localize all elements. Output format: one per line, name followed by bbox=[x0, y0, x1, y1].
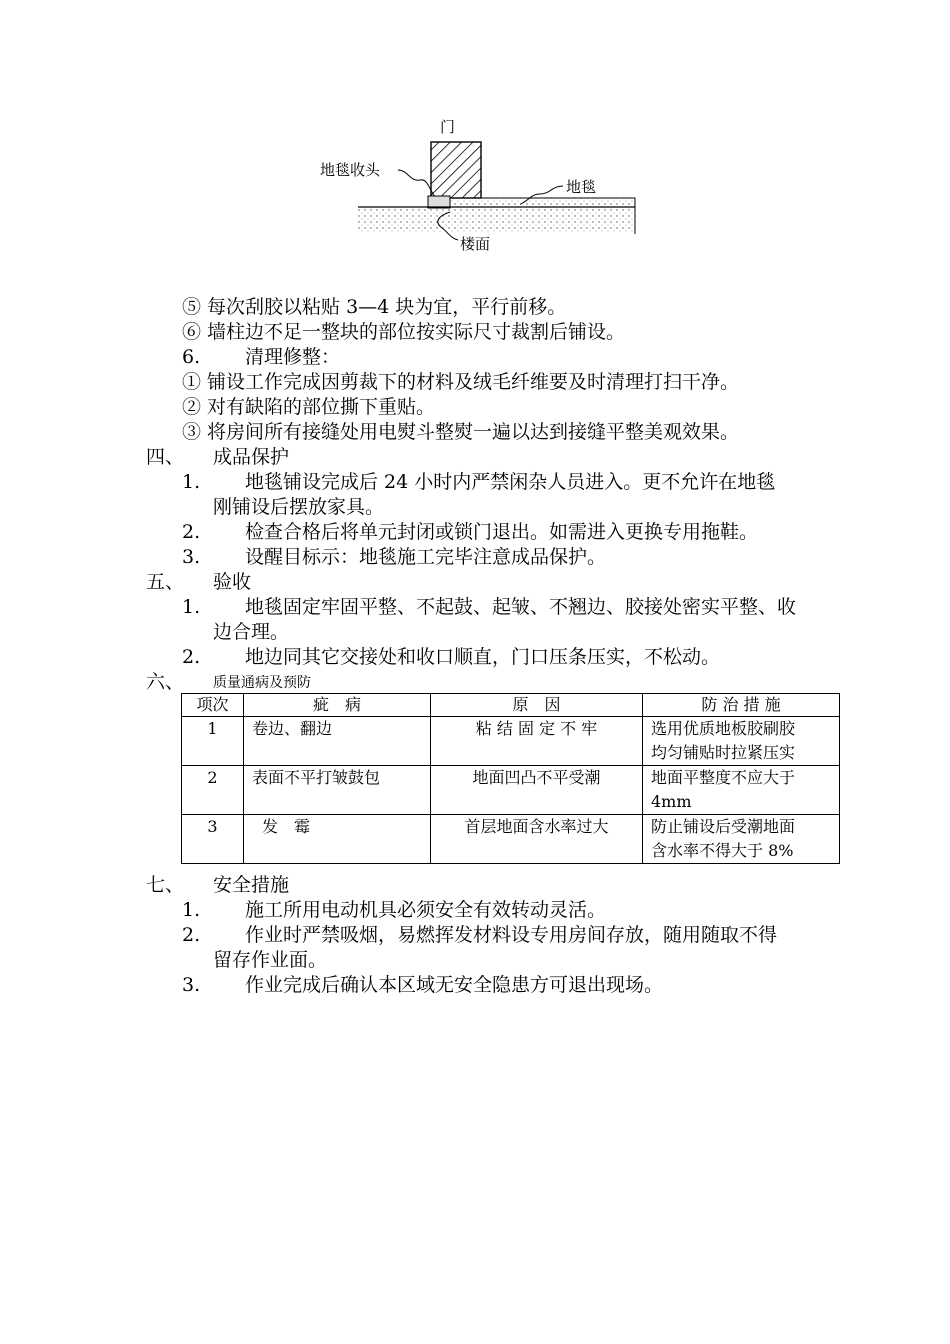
row-measure-line-1: 防止铺设后受潮地面 bbox=[651, 817, 796, 836]
section-7-title: 安全措施 bbox=[213, 874, 290, 896]
clean-step-2: ② 对有缺陷的部位撕下重贴。 bbox=[182, 396, 436, 418]
row-measure bbox=[643, 717, 840, 766]
row-measure-line-1: 选用优质地板胶刷胶 bbox=[651, 719, 796, 738]
section-6-number: 六、 bbox=[146, 671, 185, 693]
section-5-title: 验收 bbox=[213, 571, 252, 593]
clean-step-1: ① 铺设工作完成因剪裁下的材料及绒毛纤维要及时清理打扫干净。 bbox=[182, 371, 740, 393]
carpet-edge-label: 地毯收头 bbox=[320, 161, 381, 179]
row-index: 1 bbox=[182, 717, 244, 766]
floor-slab bbox=[358, 208, 635, 232]
section-4-title: 成品保护 bbox=[213, 446, 290, 468]
row-measure-line-1: 地面平整度不应大于 bbox=[651, 768, 796, 787]
row-measure bbox=[643, 766, 840, 815]
header-defect: 疵 病 bbox=[244, 694, 431, 717]
section-4-number: 四、 bbox=[146, 446, 185, 468]
subsection-6-number: 6. bbox=[182, 346, 201, 368]
section-4-item-2-number: 2. bbox=[182, 521, 201, 543]
step-6: ⑥ 墙柱边不足一整块的部位按实际尺寸裁割后铺设。 bbox=[182, 321, 626, 343]
quality-defects-table bbox=[181, 693, 840, 864]
door-jamb bbox=[431, 142, 481, 198]
row-cause: 首层地面含水率过大 bbox=[431, 815, 643, 864]
row-index: 2 bbox=[182, 766, 244, 815]
row-cause: 地面凹凸不平受潮 bbox=[431, 766, 643, 815]
section-7-item-2-line-1: 作业时严禁吸烟，易燃挥发材料设专用房间存放，随用随取不得 bbox=[245, 924, 778, 946]
section-5-item-1-line-2: 边合理。 bbox=[213, 621, 290, 643]
section-4-item-2-line-1: 检查合格后将单元封闭或锁门退出。如需进入更换专用拖鞋。 bbox=[245, 521, 759, 543]
carpet-edge-diagram bbox=[310, 112, 650, 262]
door-label: 门 bbox=[440, 118, 456, 136]
row-defect: 表面不平打皱鼓包 bbox=[244, 766, 431, 815]
table-row bbox=[182, 815, 840, 864]
row-defect: 卷边、翻边 bbox=[244, 717, 431, 766]
section-4-item-1-line-1: 地毯铺设完成后 24 小时内严禁闲杂人员进入。更不允许在地毯 bbox=[245, 471, 776, 493]
section-4-item-1-number: 1. bbox=[182, 471, 201, 493]
section-7-item-2-number: 2. bbox=[182, 924, 201, 946]
edge-trim bbox=[428, 196, 450, 208]
section-4-item-3-number: 3. bbox=[182, 546, 201, 568]
section-5-number: 五、 bbox=[146, 571, 185, 593]
row-measure-line-2: 均匀铺贴时拉紧压实 bbox=[651, 743, 796, 762]
step-5: ⑤ 每次刮胶以粘贴 3—4 块为宜，平行前移。 bbox=[182, 296, 567, 318]
table-row bbox=[182, 766, 840, 815]
section-4-item-3-line-1: 设醒目标示：地毯施工完毕注意成品保护。 bbox=[245, 546, 607, 568]
section-5-item-2-line-1: 地边同其它交接处和收口顺直，门口压条压实，不松动。 bbox=[245, 646, 721, 668]
section-5-item-1-line-1: 地毯固定牢固平整、不起鼓、起皱、不翘边、胶接处密实平整、收 bbox=[245, 596, 797, 618]
row-measure bbox=[643, 815, 840, 864]
section-7-item-1-number: 1. bbox=[182, 899, 201, 921]
header-measure: 防 治 措 施 bbox=[643, 694, 840, 717]
row-index: 3 bbox=[182, 815, 244, 864]
section-7-item-3-number: 3. bbox=[182, 974, 201, 996]
section-7-item-3-line-1: 作业完成后确认本区域无安全隐患方可退出现场。 bbox=[245, 974, 664, 996]
table-row bbox=[182, 717, 840, 766]
header-index: 项次 bbox=[182, 694, 244, 717]
clean-step-3: ③ 将房间所有接缝处用电熨斗整熨一遍以达到接缝平整美观效果。 bbox=[182, 421, 740, 443]
table-header-row bbox=[182, 694, 840, 717]
row-measure-line-2: 4mm bbox=[651, 792, 692, 811]
carpet-label: 地毯 bbox=[566, 178, 597, 196]
section-7-item-1-line-1: 施工所用电动机具必须安全有效转动灵活。 bbox=[245, 899, 607, 921]
floor-label: 楼面 bbox=[460, 235, 491, 253]
section-4-item-1-line-2: 刚铺设后摆放家具。 bbox=[213, 496, 385, 518]
row-cause: 粘 结 固 定 不 牢 bbox=[431, 717, 643, 766]
row-defect: 发 霉 bbox=[244, 815, 431, 864]
section-7-item-2-line-2: 留存作业面。 bbox=[213, 949, 328, 971]
section-7-number: 七、 bbox=[146, 874, 185, 896]
row-measure-line-2: 含水率不得大于 8% bbox=[651, 841, 794, 860]
section-5-item-2-number: 2. bbox=[182, 646, 201, 668]
carpet-strip bbox=[430, 198, 635, 207]
carpet-edge-leader bbox=[398, 170, 436, 198]
subsection-6-title: 清理修整： bbox=[245, 346, 341, 368]
header-cause: 原 因 bbox=[431, 694, 643, 717]
section-6-title: 质量通病及预防 bbox=[213, 675, 311, 691]
section-5-item-1-number: 1. bbox=[182, 596, 201, 618]
